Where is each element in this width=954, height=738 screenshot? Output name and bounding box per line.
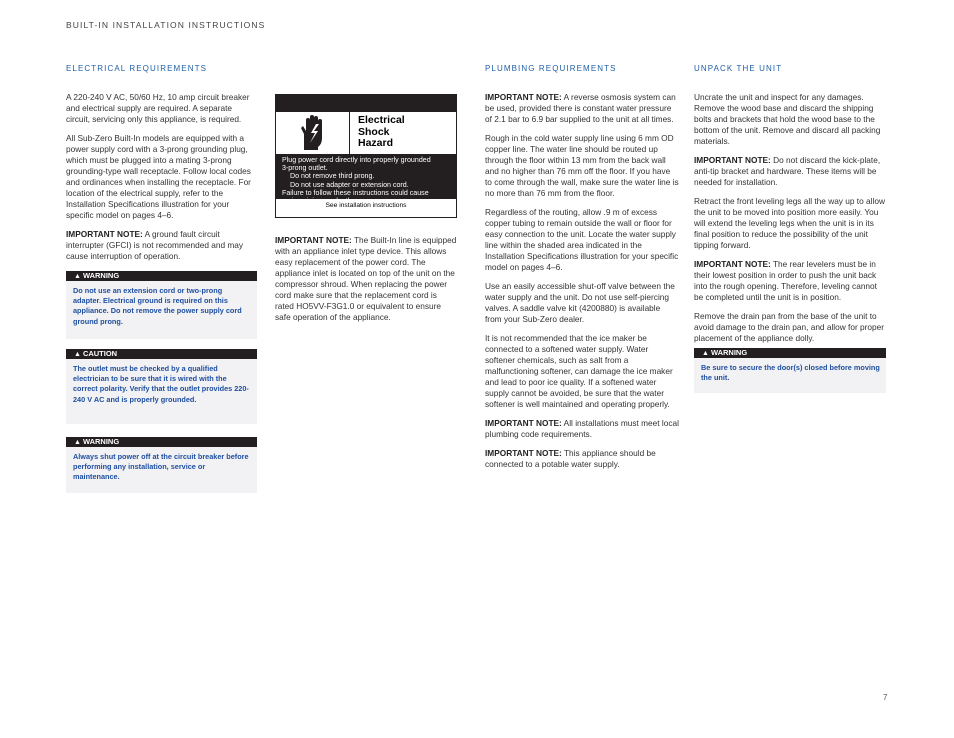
unpack-paragraph-2	[694, 155, 888, 188]
inlet-note-paragraph	[275, 235, 458, 323]
warning-box-extension-cord	[66, 271, 257, 339]
warning-triangle-icon: ▲	[74, 273, 81, 280]
hazard-line: 3-prong outlet.	[282, 164, 328, 173]
hazard-line: serious injury or death.	[282, 197, 354, 206]
electrical-paragraph-2: All Sub-Zero Built-In models are equipped with a power supply cord with a 3-prong grounding plug, which must be plugged into a mating 3-prong grounding-type wall receptacle. Follow local codes and ordinances when installing the receptacle. For location of the electrical supply, refer to the Installation Specifications illustration for your specific model on pages 4–6.	[66, 133, 251, 220]
caution-box-polarity	[66, 349, 257, 424]
warning-label: WARNING	[82, 437, 120, 446]
hazard-line: Failure to follow these instructions could cause	[282, 188, 429, 197]
electrical-gfci-note	[66, 229, 258, 262]
caution-header	[66, 349, 257, 359]
electrical-shock-hazard-label	[275, 94, 457, 218]
hazard-title-line: Electrical	[358, 114, 405, 126]
plumbing-paragraph-2: Rough in the cold water supply line using 6 mm OD copper line. The water line should be routed up through the floor within 13 mm from the back wall and no higher than 76 mm off the floor. If you have to come through the wall, make sure the water line is no more than 76 mm from the floor.	[485, 133, 679, 198]
warning-triangle-icon: ▲	[74, 439, 81, 446]
warning-box-power-off	[66, 437, 257, 493]
hazard-divider	[349, 112, 350, 154]
plumbing-paragraph-7	[485, 448, 679, 470]
warning-text: Always shut power off at the circuit breaker before performing any installation, service or maintenance.	[73, 452, 249, 482]
unpack-text	[694, 92, 888, 352]
warning-label: WARNING	[82, 271, 120, 280]
warning-box-secure-doors	[694, 348, 886, 393]
hazard-title-line: Hazard	[358, 137, 394, 149]
electric-shock-hand-icon	[298, 114, 328, 152]
important-note-label: IMPORTANT NOTE:	[485, 92, 562, 102]
important-note-label: IMPORTANT NOTE:	[694, 259, 771, 269]
plumbing-section-title: PLUMBING REQUIREMENTS	[485, 64, 617, 73]
plumbing-paragraph-1	[485, 92, 679, 125]
unpack-note-text: The rear levelers must be in their lowest position in order to push the unit back into the rough opening. Therefore, leveling cannot be completed until the unit is in position.	[694, 259, 877, 302]
hazard-top-band	[276, 95, 456, 112]
plumbing-paragraph-6	[485, 418, 679, 440]
plumbing-note-text: A reverse osmosis system can be used, provided there is constant water pressure of 2.1 bar to 6.9 bar supplied to the unit at all times.	[485, 92, 676, 124]
warning-text: Be sure to secure the door(s) closed before moving the unit.	[701, 363, 880, 383]
page-number: 7	[883, 693, 888, 702]
electrical-section-title: ELECTRICAL REQUIREMENTS	[66, 64, 208, 73]
unpack-paragraph-4	[694, 259, 888, 303]
important-note-label: IMPORTANT NOTE:	[66, 229, 143, 239]
hazard-title-line: Shock	[358, 125, 390, 138]
plumbing-paragraph-5: It is not recommended that the ice maker be connected to a softened water supply. Water softener chemicals, such as salt from a malfunctioning softener, can damage the ice maker and lead to poor ice quality. If a softened water supply cannot be avoided, be sure that the water softener is well maintained and operating properly.	[485, 333, 673, 409]
warning-header	[694, 348, 886, 358]
plumbing-text	[485, 92, 679, 478]
important-note-label: IMPORTANT NOTE:	[694, 155, 771, 165]
unpack-paragraph-5: Remove the drain pan from the base of the unit to avoid damage to the drain pan, and allow for proper placement of the appliance dolly.	[694, 311, 885, 343]
inlet-note	[275, 235, 458, 331]
important-note-label: IMPORTANT NOTE:	[275, 235, 352, 245]
plumbing-paragraph-4: Use an easily accessible shut-off valve between the water supply and the unit. Do not use self-piercing valves. A saddle valve kit (4200880) is available from your Sub-Zero dealer.	[485, 281, 675, 324]
electrical-paragraph-1: A 220-240 V AC, 50/60 Hz, 10 amp circuit breaker and electrical supply are required. A separate circuit, servicing only this appliance, is required.	[66, 92, 250, 124]
hazard-line: Do not use adapter or extension cord.	[290, 180, 409, 189]
warning-header	[66, 437, 257, 447]
unpack-section-title: UNPACK THE UNIT	[694, 64, 783, 73]
important-note-label: IMPORTANT NOTE:	[485, 418, 562, 428]
hazard-title-area	[276, 112, 456, 154]
plumbing-note-text: This appliance should be connected to a potable water supply.	[485, 448, 656, 469]
plumbing-note-text: All installations must meet local plumbing code requirements.	[485, 418, 679, 439]
caution-label: CAUTION	[82, 349, 118, 358]
gfci-note-text: A ground fault circuit interrupter (GFCI) is not recommended and may cause interruption of operation.	[66, 229, 244, 261]
hazard-title	[358, 115, 405, 150]
unpack-note-text: Do not discard the kick-plate, anti-tip bracket and hardware. These items will be needed for installation.	[694, 155, 881, 187]
unpack-paragraph-3: Retract the front leveling legs all the way up to allow the unit to be moved into position more easily. You will extend the leveling legs when the unit is in its final position to reduce the possibility of the unit tipping forward.	[694, 196, 885, 250]
important-note-label: IMPORTANT NOTE:	[485, 448, 562, 458]
caution-text: The outlet must be checked by a qualified electrician to be sure that it is wired with the correct polarity. Verify that the outlet provides 220-240 V AC and is properly grounded.	[73, 364, 249, 404]
hazard-footer: See installation instructions	[325, 202, 407, 209]
page-header: BUILT-IN INSTALLATION INSTRUCTIONS	[66, 20, 266, 30]
caution-triangle-icon: ▲	[74, 351, 81, 358]
inlet-note-text: The Built-In line is equipped with an appliance inlet type device. This allows easy replacement of the power cord. The appliance inlet is located on top of the unit on the compressor shroud. When replacing the power cord make sure that the replacement cord is rated HO5VV-F3G1.0 or equivalent to ensure safe operation of the appliance.	[275, 235, 457, 322]
electrical-text	[66, 92, 258, 270]
warning-triangle-icon: ▲	[702, 350, 709, 357]
warning-text: Do not use an extension cord or two-prong adapter. Electrical ground is required on this appliance. Do not remove the power supply cord ground prong.	[73, 286, 242, 326]
warning-header	[66, 271, 257, 281]
unpack-paragraph-1: Uncrate the unit and inspect for any damages. Remove the wood base and discard the shipping bolts and brackets that hold the wood base to the bottom of the unit. Remove and discard all packing materials.	[694, 92, 881, 146]
plumbing-paragraph-3: Regardless of the routing, allow .9 m of excess copper tubing to remain outside the wall or floor for easy connection to the unit. Locate the water supply line within the shaded area indicated in the Installation Specifications illustration for your specific model on pages 4–6.	[485, 207, 679, 272]
warning-label: WARNING	[710, 348, 748, 357]
hazard-line: Do not remove third prong.	[290, 172, 375, 181]
hazard-line: Plug power cord directly into properly grounded	[282, 156, 431, 164]
